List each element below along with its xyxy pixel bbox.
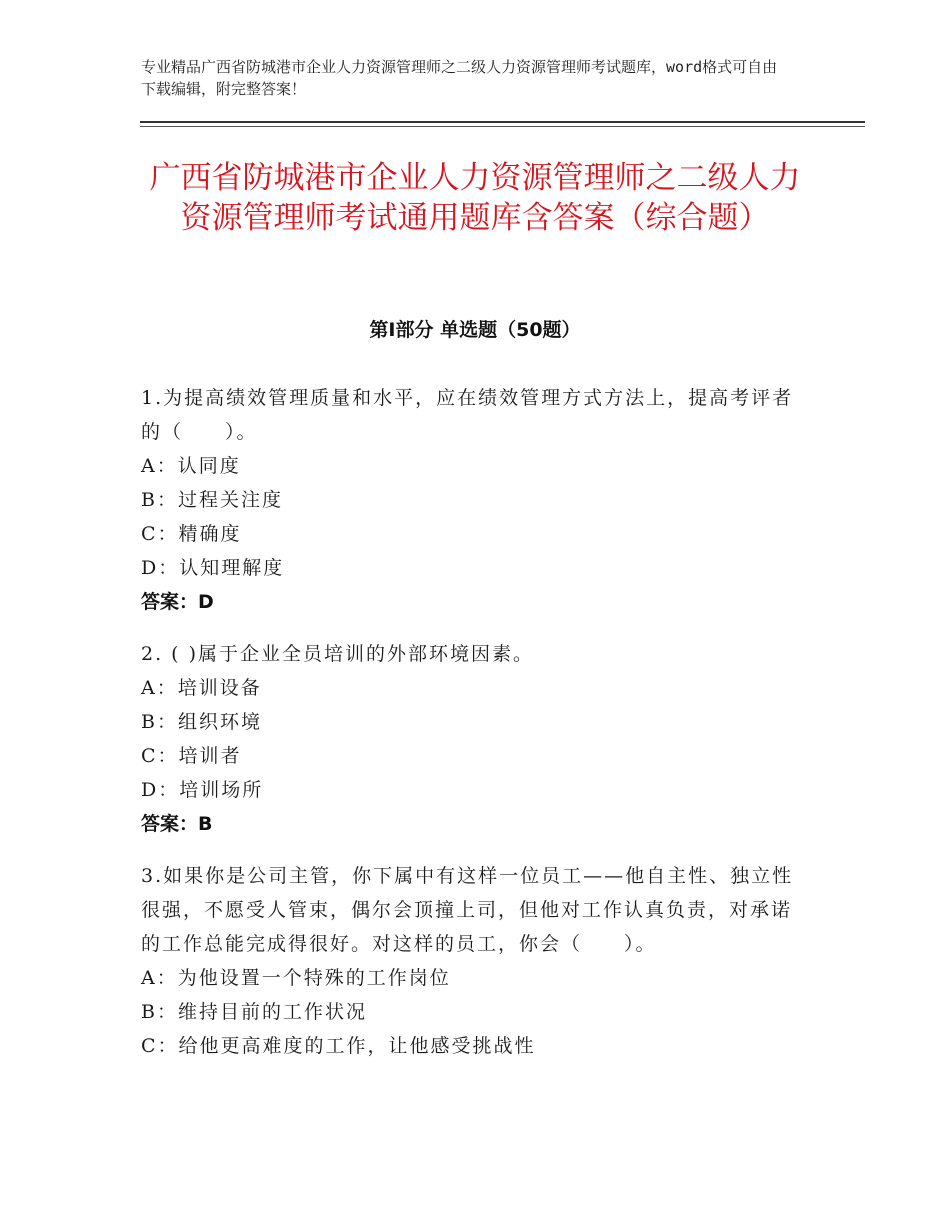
option-c: C：培训者 [141,745,242,767]
option-d: D：培训场所 [141,779,264,801]
option-b: B：维持目前的工作状况 [141,1001,367,1023]
option-c: C：给他更高难度的工作，让他感受挑战性 [141,1035,536,1057]
question-stem: 2. ( )属于企业全员培训的外部环境因素。 [141,643,535,665]
question-3 [141,859,811,1063]
document-title: 广西省防城港市企业人力资源管理师之二级人力资源管理师考试通用题库含答案（综合题） [149,160,801,236]
question-1 [141,381,811,619]
question-list [141,381,811,1081]
option-a: A：认同度 [141,455,241,477]
header-divider-thin [140,126,865,127]
question-stem: 3.如果你是公司主管，你下属中有这样一位员工——他自主性、独立性很强，不愿受人管束，偶尔会顶撞上司，但他对工作认真负责，对承诺的工作总能完成得很好。对这样的员工，你会（ ）。 [141,865,794,955]
option-b: B：过程关注度 [141,489,283,511]
question-stem: 1.为提高绩效管理质量和水平，应在绩效管理方式方法上，提高考评者的（ ）。 [141,387,794,443]
answer: 答案：B [141,813,213,835]
header-note: 专业精品广西省防城港市企业人力资源管理师之二级人力资源管理师考试题库，word格式可自由下载编辑，附完整答案！ [141,58,778,98]
option-a: A：培训设备 [141,677,262,699]
option-b: B：组织环境 [141,711,262,733]
option-c: C：精确度 [141,523,242,545]
option-a: A：为他设置一个特殊的工作岗位 [141,967,451,989]
answer: 答案：D [141,591,214,613]
header-divider-thick [140,121,865,123]
question-2 [141,637,811,841]
option-d: D：认知理解度 [141,557,285,579]
section-heading: 第Ⅰ部分 单选题（50题） [369,319,581,341]
